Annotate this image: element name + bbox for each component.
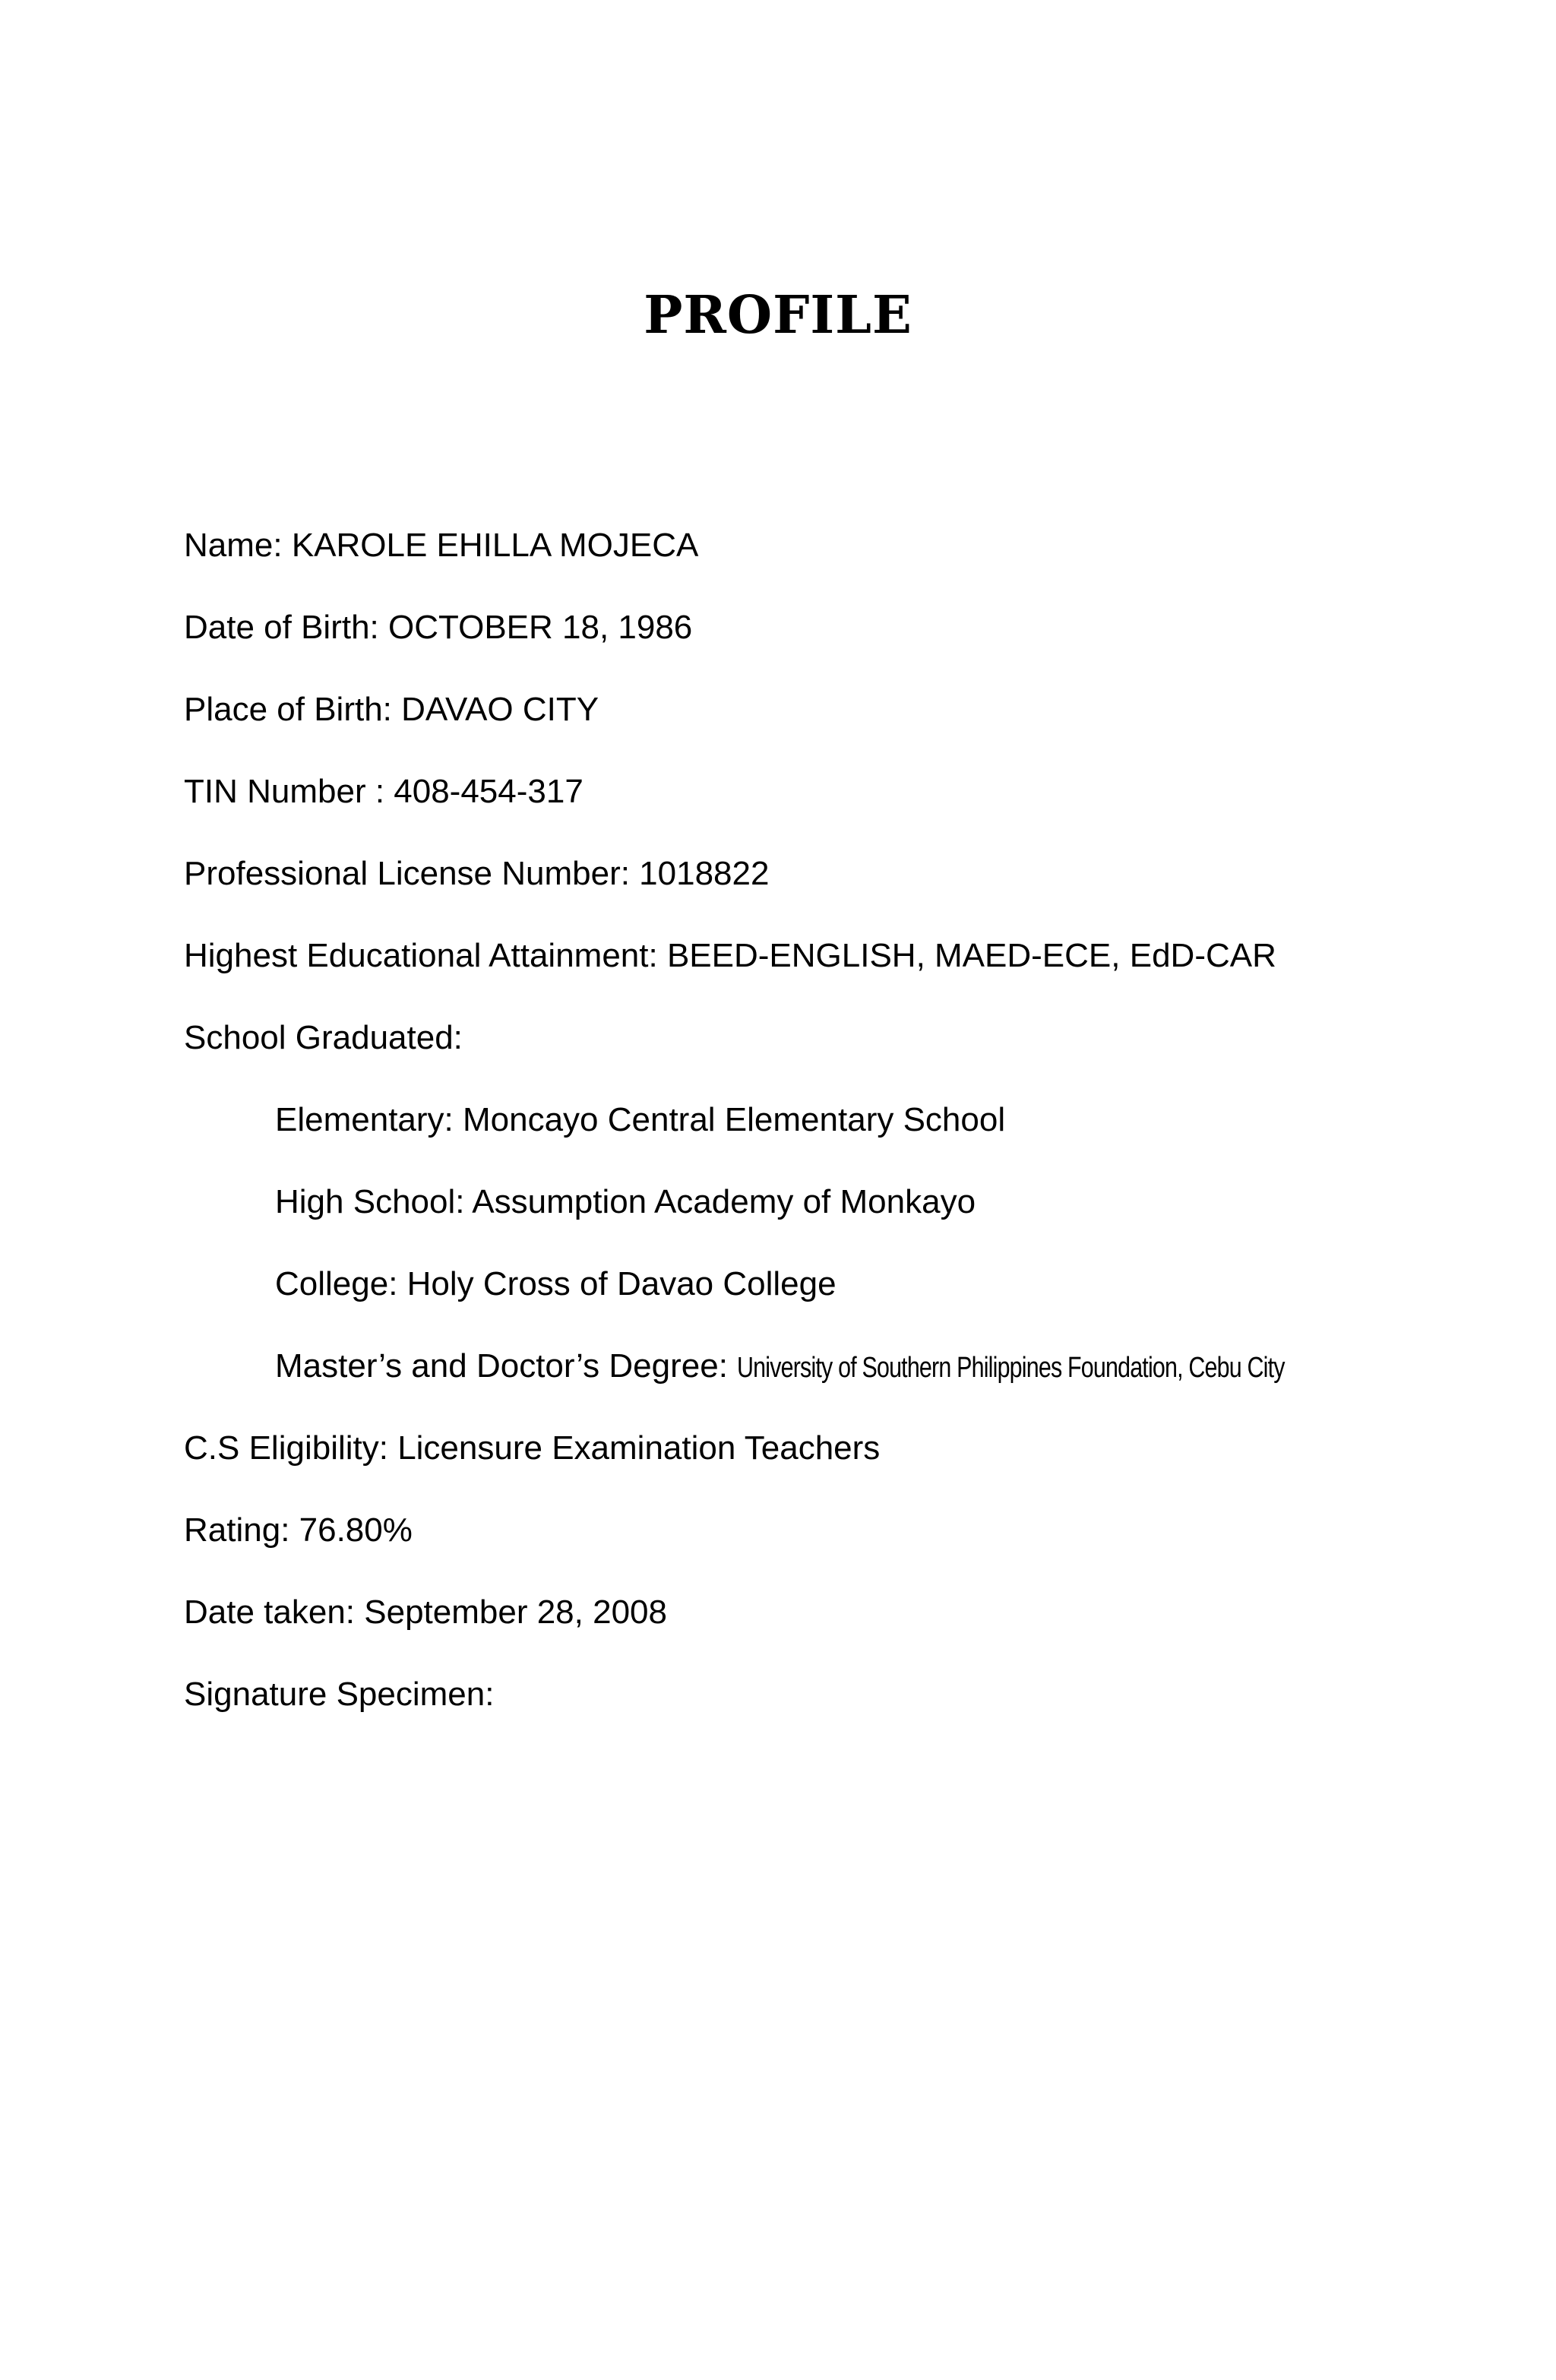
high-school-line: High School: Assumption Academy of Monkayo bbox=[275, 1183, 976, 1220]
date-taken-line: Date taken: September 28, 2008 bbox=[184, 1594, 667, 1631]
college-line: College: Holy Cross of Davao College bbox=[275, 1265, 837, 1302]
masters-value: University of Southern Philippines Foundation, Cebu City bbox=[737, 1352, 1285, 1384]
page-title: PROFILE bbox=[644, 285, 912, 346]
signature-specimen-label: Signature Specimen: bbox=[184, 1676, 495, 1713]
eligibility-line: C.S Eligibility: Licensure Examination Teachers bbox=[184, 1429, 881, 1467]
masters-label: Master’s and Doctor’s Degree: bbox=[275, 1347, 738, 1385]
place-of-birth-line: Place of Birth: DAVAO CITY bbox=[184, 691, 599, 728]
signature-area bbox=[184, 1740, 1248, 1968]
education-line: Highest Educational Attainment: BEED-ENGLISH, MAED-ECE, EdD-CAR bbox=[184, 937, 1276, 974]
name-line: Name: KAROLE EHILLA MOJECA bbox=[184, 527, 699, 564]
license-number-line: Professional License Number: 1018822 bbox=[184, 855, 770, 892]
masters-doctors-line bbox=[275, 1343, 1422, 1391]
date-of-birth-line: Date of Birth: OCTOBER 18, 1986 bbox=[184, 609, 693, 646]
elementary-line: Elementary: Moncayo Central Elementary School bbox=[275, 1101, 1006, 1138]
rating-line: Rating: 76.80% bbox=[184, 1511, 413, 1549]
tin-number-line: TIN Number : 408-454-317 bbox=[184, 773, 584, 810]
school-graduated-line: School Graduated: bbox=[184, 1019, 463, 1056]
